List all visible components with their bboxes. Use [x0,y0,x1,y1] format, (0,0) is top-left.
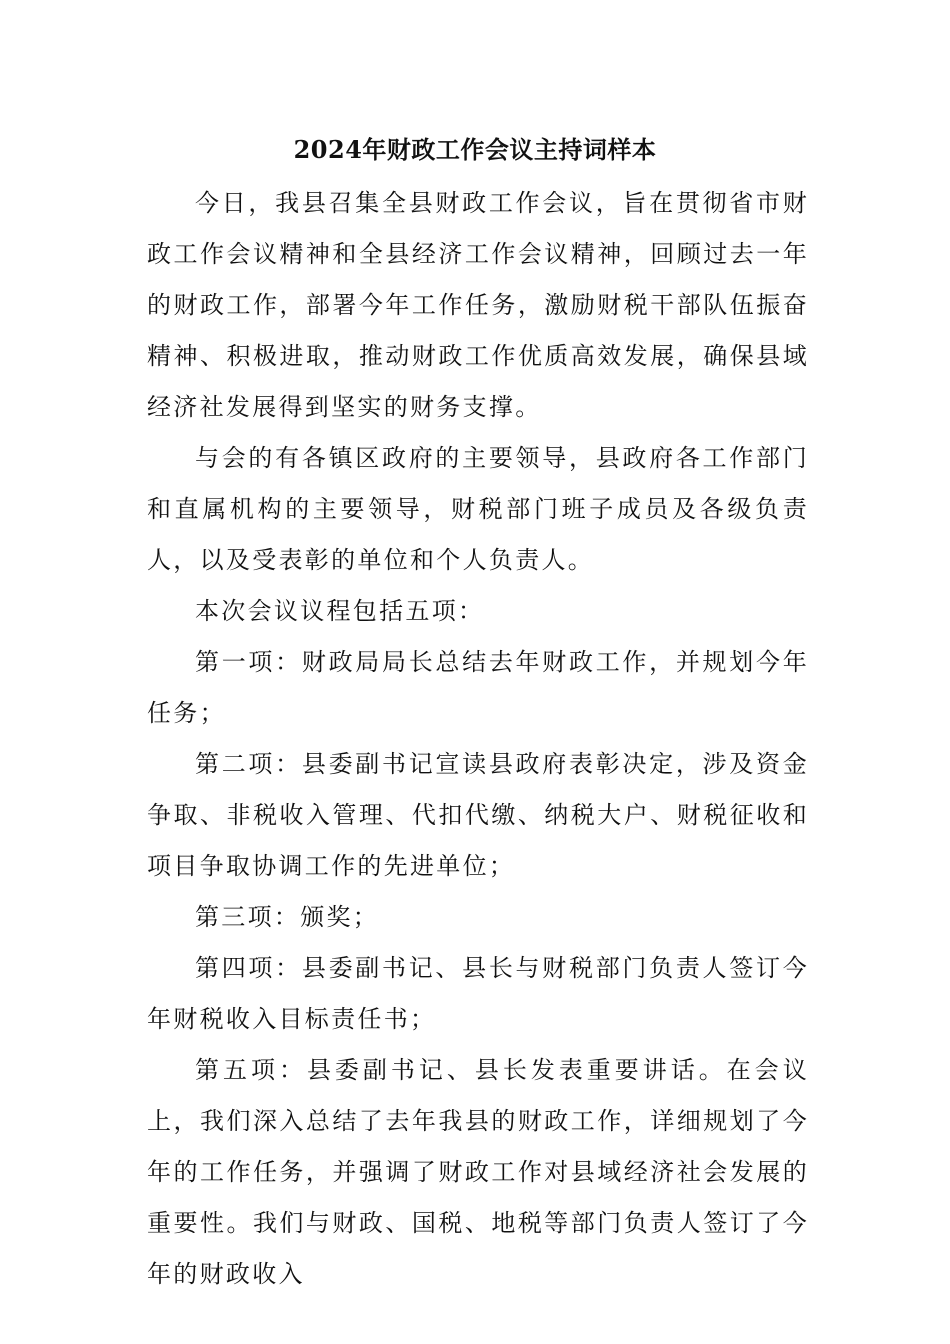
paragraph-agenda-item-3: 第三项：颁奖； [195,903,380,931]
paragraph-intro: 今日，我县召集全县财政工作会议，旨在贯彻省市财政工作会议精神和全县经济工作会议精神，回顾过去一年的财政工作，部署今年工作任务，激励财税干部队伍振奋精神、积极进取，推动财政工作优质高效发展，确保县域经济社发展得到坚实的财务支撑。 [147,189,809,421]
paragraph-agenda-item-1: 第一项：财政局局长总结去年财政工作，并规划今年任务； [147,648,809,727]
document-body [147,178,809,1300]
paragraph-agenda-item-2: 第二项：县委副书记宣读县政府表彰决定，涉及资金争取、非税收入管理、代扣代缴、纳税大户、财税征收和项目争取协调工作的先进单位； [147,750,809,880]
document-title: 2024年财政工作会议主持词样本 [293,135,657,164]
paragraph-agenda-item-4: 第四项：县委副书记、县长与财税部门负责人签订今年财税收入目标责任书； [147,954,809,1033]
paragraph-agenda-intro: 本次会议议程包括五项： [195,597,485,625]
paragraph-attendees: 与会的有各镇区政府的主要领导，县政府各工作部门和直属机构的主要领导，财税部门班子成员及各级负责人，以及受表彰的单位和个人负责人。 [147,444,809,574]
paragraph-agenda-item-5: 第五项：县委副书记、县长发表重要讲话。在会议上，我们深入总结了去年我县的财政工作，详细规划了今年的工作任务，并强调了财政工作对县域经济社会发展的重要性。我们与财政、国税、地税等部门负责人签订了今年的财政收入 [147,1056,809,1288]
